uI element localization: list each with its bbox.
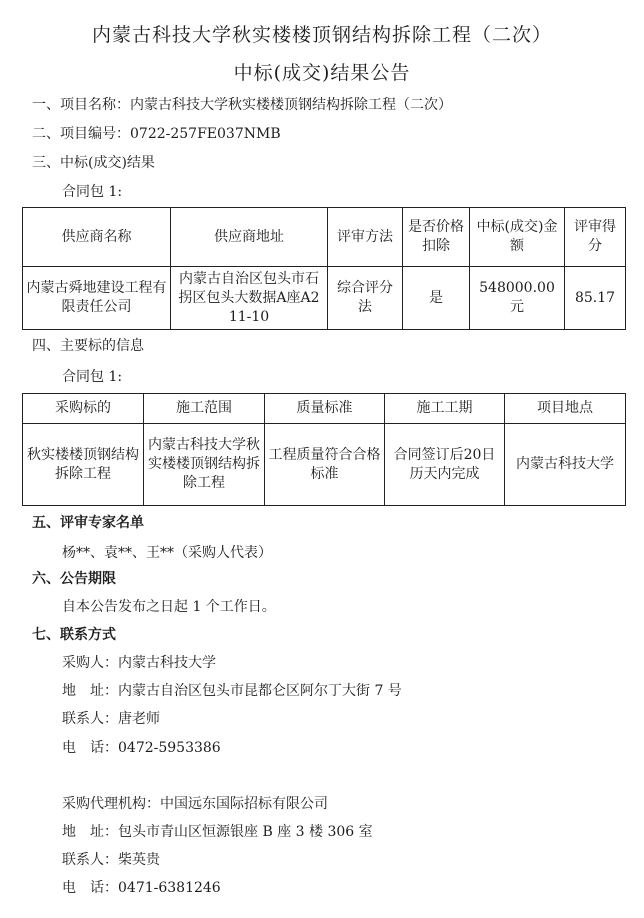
purchaser-phone: 0472-5953386 <box>118 740 221 756</box>
table-header: 评审方法 <box>328 208 403 267</box>
table-header: 施工范围 <box>144 394 265 424</box>
result-table <box>22 207 626 330</box>
bid-amount-cell: 548000.00元 <box>470 267 565 330</box>
agency-name-label: 采购代理机构： <box>62 796 160 812</box>
table-header: 项目地点 <box>505 394 626 424</box>
agency-contact-label: 联系人： <box>62 852 118 868</box>
table-header: 中标(成交)金额 <box>470 208 565 267</box>
purchaser-name-label: 采购人： <box>62 655 118 671</box>
package-label: 合同包 1: <box>62 369 123 385</box>
agency-name-row <box>62 793 328 813</box>
section-period-heading: 六、公告期限 <box>32 571 116 587</box>
subject-cell: 秋实楼楼顶钢结构拆除工程 <box>23 424 144 506</box>
section-project-number: 二、项目编号：0722-257FE037NMB <box>32 126 281 142</box>
agency-contact: 柴英贵 <box>118 852 160 868</box>
quality-cell: 工程质量符合合格标准 <box>265 424 385 506</box>
purchaser-name-row <box>62 652 216 672</box>
table-header: 供应商地址 <box>171 208 328 267</box>
notice-period-text: 自本公告发布之日起 1 个工作日。 <box>62 599 276 615</box>
table-row <box>23 267 626 330</box>
purchaser-address: 内蒙古自治区包头市昆都仑区阿尔丁大街 7 号 <box>118 683 402 699</box>
package-label: 合同包 1: <box>62 184 123 200</box>
table-header: 评审得分 <box>565 208 626 267</box>
section-result-heading: 三、中标(成交)结果 <box>32 155 155 171</box>
scope-cell: 内蒙古科技大学秋实楼楼顶钢结构拆除工程 <box>144 424 265 506</box>
page-subtitle: 中标(成交)结果公告 <box>233 62 411 84</box>
purchaser-address-label: 地 址： <box>62 683 118 699</box>
purchaser-phone-row <box>62 737 221 757</box>
purchaser-contact: 唐老师 <box>118 711 160 727</box>
review-method-cell: 综合评分法 <box>328 267 403 330</box>
agency-contact-row <box>62 849 160 869</box>
table-header: 质量标准 <box>265 394 385 424</box>
purchaser-address-row <box>62 680 402 700</box>
subject-table <box>22 393 626 506</box>
table-header: 是否价格扣除 <box>403 208 470 267</box>
section-project-name: 一、项目名称：内蒙古科技大学秋实楼楼顶钢结构拆除工程（二次） <box>32 97 452 113</box>
purchaser-phone-label: 电 话： <box>62 740 118 756</box>
agency-address-row <box>62 821 373 841</box>
agency-phone-row <box>62 877 221 897</box>
section-contact-heading: 七、联系方式 <box>32 627 116 643</box>
location-cell: 内蒙古科技大学 <box>505 424 626 506</box>
table-header: 采购标的 <box>23 394 144 424</box>
purchaser-contact-row <box>62 708 160 728</box>
agency-name: 中国远东国际招标有限公司 <box>160 796 328 812</box>
agency-phone: 0471-6381246 <box>118 880 221 896</box>
purchaser-contact-label: 联系人： <box>62 711 118 727</box>
agency-address-label: 地 址： <box>62 824 118 840</box>
table-header-row <box>23 208 626 267</box>
table-row <box>23 424 626 506</box>
table-header: 供应商名称 <box>23 208 171 267</box>
section-subject-heading: 四、主要标的信息 <box>32 338 144 354</box>
review-score-cell: 85.17 <box>565 267 626 330</box>
table-header-row <box>23 394 626 424</box>
agency-phone-label: 电 话： <box>62 880 118 896</box>
supplier-name-cell: 内蒙古舜地建设工程有限责任公司 <box>23 267 171 330</box>
agency-address: 包头市青山区恒源银座 B 座 3 楼 306 室 <box>118 824 373 840</box>
table-header: 施工工期 <box>385 394 505 424</box>
supplier-address-cell: 内蒙古自治区包头市石拐区包头大数据A座A211-10 <box>171 267 328 330</box>
duration-cell: 合同签订后20日历天内完成 <box>385 424 505 506</box>
page-title: 内蒙古科技大学秋实楼楼顶钢结构拆除工程（二次） <box>91 24 552 46</box>
section-experts-heading: 五、评审专家名单 <box>32 515 144 531</box>
purchaser-name: 内蒙古科技大学 <box>118 655 216 671</box>
price-deduction-cell: 是 <box>403 267 470 330</box>
experts-list: 杨**、袁**、王**（采购人代表） <box>62 545 272 561</box>
